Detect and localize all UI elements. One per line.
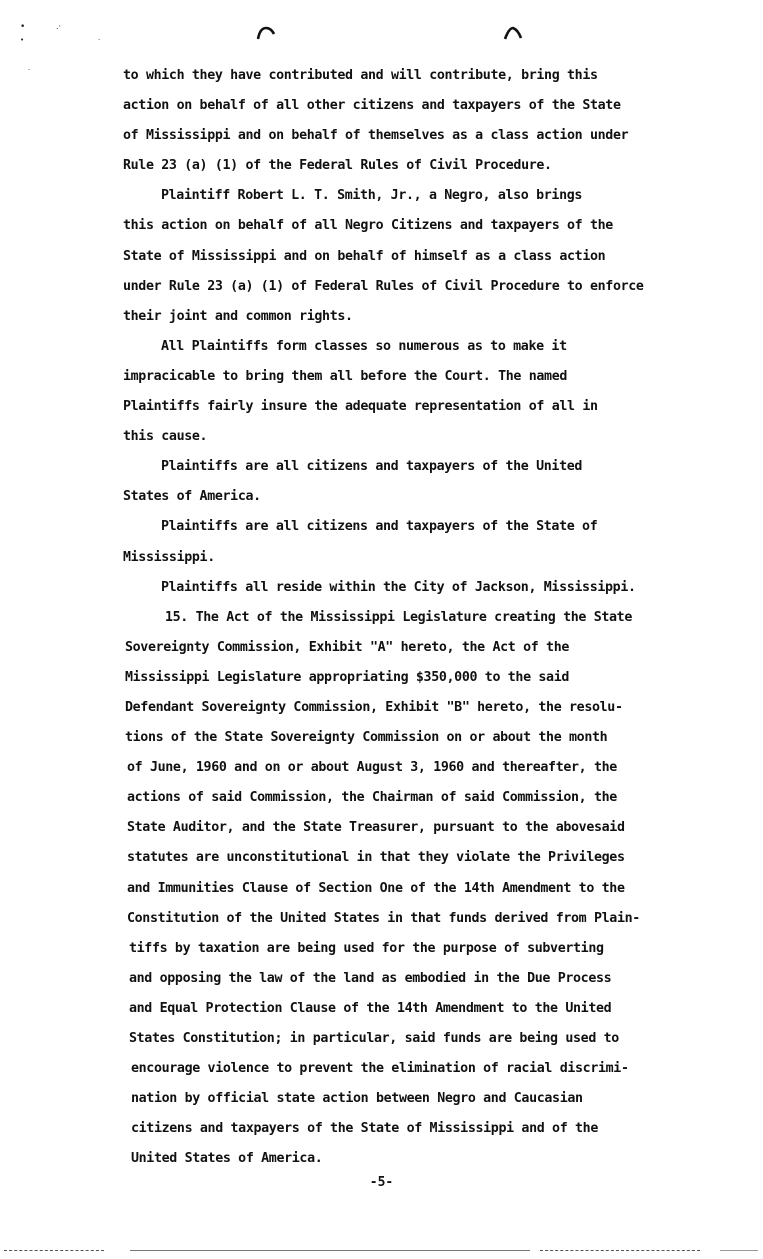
paragraph-first-line: Plaintiffs are all citizens and taxpayers of the United [161, 459, 583, 475]
punch-hole-icon [256, 26, 276, 40]
scan-speck-mark: · [28, 66, 31, 74]
text-line: this action on behalf of all Negro Citizens and taxpayers of the [123, 218, 613, 234]
paragraph-numbered-line: 15. The Act of the Mississippi Legislature creating the State [165, 609, 632, 625]
text-line: State Auditor, and the State Treasurer, pursuant to the abovesaid [127, 820, 625, 836]
scan-speck-mark: • [20, 36, 25, 44]
page-edge-rule [130, 1250, 530, 1251]
text-line: of Mississippi and on behalf of themselves as a class action under [123, 128, 629, 144]
text-line: Sovereignty Commission, Exhibit "A" hereto, the Act of the [125, 639, 570, 655]
text-line: tions of the State Sovereignty Commission on or about the month [125, 730, 608, 746]
paragraph-first-line: Plaintiffs all reside within the City of Jackson, Mississippi. [161, 579, 636, 595]
text-line: Mississippi. [123, 549, 215, 565]
text-line: actions of said Commission, the Chairman of said Commission, the [127, 790, 617, 806]
text-line: Mississippi Legislature appropriating $350,000 to the said [125, 669, 570, 685]
text-line: impracicable to bring them all before the Court. The named [123, 368, 568, 384]
paragraph-first-line: Plaintiffs are all citizens and taxpayers of the State of [161, 519, 598, 535]
document-body [123, 61, 643, 1174]
page-edge-rule [720, 1250, 758, 1251]
paragraph-first-line: Plaintiff Robert L. T. Smith, Jr., a Negro, also brings [161, 188, 583, 204]
text-line: Defendant Sovereignty Commission, Exhibit "B" hereto, the resolu- [125, 699, 623, 715]
text-line: under Rule 23 (a) (1) of Federal Rules of Civil Procedure to enforce [123, 278, 644, 294]
text-line: Plaintiffs fairly insure the adequate representation of all in [123, 399, 598, 415]
punch-hole-icon [503, 26, 523, 40]
text-line: tiffs by taxation are being used for the purpose of subverting [129, 940, 604, 956]
page-number: -5- [369, 1175, 394, 1190]
text-line: States Constitution; in particular, said funds are being used to [129, 1031, 619, 1046]
text-line: Rule 23 (a) (1) of the Federal Rules of Civil Procedure. [123, 158, 552, 174]
text-line: Constitution of the United States in that funds derived from Plain- [127, 910, 640, 926]
text-line: this cause. [123, 429, 208, 445]
text-line: of June, 1960 and on or about August 3, 1960 and thereafter, the [127, 760, 617, 776]
text-line: and opposing the law of the land as embodied in the Due Process [129, 970, 612, 986]
page-edge-rule [4, 1250, 104, 1251]
text-line: and Equal Protection Clause of the 14th Amendment to the United [129, 1000, 612, 1016]
text-line: encourage violence to prevent the elimination of racial discrimi- [131, 1061, 629, 1077]
text-line: nation by official state action between Negro and Caucasian [131, 1091, 583, 1107]
text-line: and Immunities Clause of Section One of the 14th Amendment to the [127, 880, 625, 896]
text-line: citizens and taxpayers of the State of Mississippi and of the [131, 1121, 598, 1137]
scan-speck-mark: .· [56, 22, 62, 31]
paragraph-first-line: All Plaintiffs form classes so numerous as to make it [161, 338, 567, 354]
page-edge-rule [540, 1250, 700, 1251]
text-line: State of Mississippi and on behalf of himself as a class action [123, 248, 606, 264]
text-line: to which they have contributed and will contribute, bring this [123, 68, 598, 83]
text-line: statutes are unconstitutional in that they violate the Privileges [127, 850, 625, 866]
text-line: United States of America. [131, 1151, 323, 1167]
scan-speck-mark: · [98, 36, 101, 44]
scan-speck-mark: • [20, 22, 26, 32]
text-line: action on behalf of all other citizens and taxpayers of the State [123, 98, 621, 114]
text-line: their joint and common rights. [123, 308, 353, 324]
text-line: States of America. [123, 489, 261, 505]
